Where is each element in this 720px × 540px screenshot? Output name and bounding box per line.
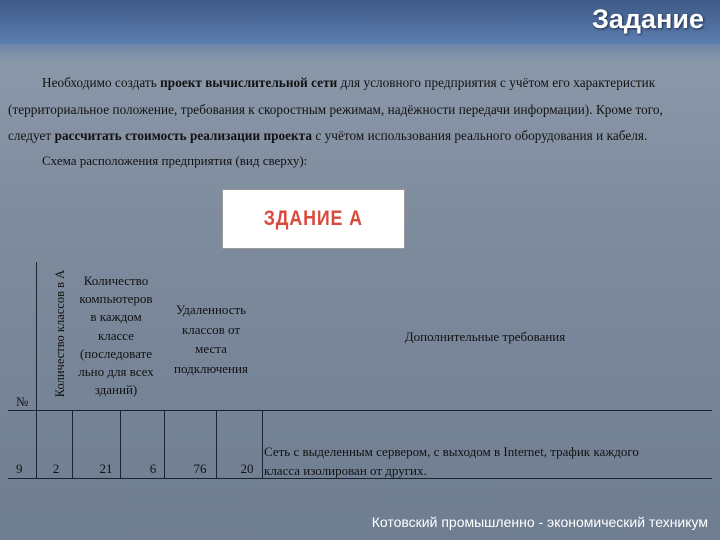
- task-project-emphasis: проект вычислительной сети: [160, 75, 338, 90]
- cell-computers-b: 6: [149, 461, 157, 476]
- col-line-2: [120, 410, 121, 478]
- cell-computers: 21: [99, 461, 113, 476]
- slide-title: Задание: [591, 4, 704, 34]
- col-line-1: [72, 410, 73, 478]
- header-computers-line: (последовате: [80, 345, 152, 361]
- header-distance-line: места: [195, 341, 227, 356]
- cell-number: 9: [16, 461, 23, 476]
- header-distance-line: подключения: [174, 360, 248, 376]
- col-line-5: [262, 410, 263, 478]
- cell-classes: 2: [52, 461, 60, 476]
- cell-distance: 76: [193, 461, 207, 476]
- task-line-1-text: Необходимо создать: [42, 75, 161, 90]
- task-line-2: (территориальное положение, требования к скоростным режимам, надёжности передачи информации). Кроме того,: [8, 101, 663, 117]
- header-classes-text: Количество классов в А: [53, 269, 68, 397]
- task-line-3-end: с учётом использования реального оборудования и кабеля.: [312, 128, 648, 143]
- cell-requirements: [264, 442, 712, 480]
- header-classes: [50, 258, 72, 408]
- header-shadow: [0, 44, 720, 64]
- task-line-1-end: для условного предприятия с учётом его характеристик: [337, 75, 656, 90]
- footer-college-name: Котовский промышленно - экономический техникум: [371, 514, 708, 530]
- table-left-border: [36, 262, 37, 478]
- scheme-caption: Схема расположения предприятия (вид сверху):: [42, 153, 308, 168]
- table-header-divider: [8, 410, 712, 411]
- header-distance-line: классов от: [181, 321, 240, 337]
- header-number: №: [16, 394, 29, 409]
- header-computers-line: классе: [97, 327, 135, 343]
- col-line-4: [216, 410, 217, 478]
- task-line-3-text: следует: [8, 128, 55, 143]
- task-line-1: [8, 70, 714, 97]
- header-computers-line: зданий): [94, 382, 138, 398]
- header-computers-line: Количество: [83, 273, 149, 288]
- col-line-3: [164, 410, 165, 478]
- cell-requirements-line: класса изолирован от других.: [264, 463, 427, 478]
- header-computers-line: льно для всех: [78, 364, 154, 380]
- cell-distance-b: 20: [240, 461, 254, 476]
- building-a-label: ЗДАНИЕ А: [263, 207, 364, 230]
- header-computers-line: компьютеров: [79, 291, 153, 307]
- building-a-box: [222, 189, 405, 249]
- header-computers: [72, 272, 160, 399]
- header-distance: [166, 300, 256, 378]
- header-distance-line: Удаленность: [175, 302, 247, 317]
- task-line-3: [8, 123, 714, 150]
- task-cost-emphasis: рассчитать стоимость реализации проекта: [54, 128, 313, 143]
- header-computers-line: в каждом: [90, 309, 142, 325]
- cell-requirements-line: Сеть с выделенным сервером, с выходом в Internet, трафик каждого: [264, 444, 639, 459]
- task-description: [8, 70, 714, 150]
- header-requirements: Дополнительные требования: [404, 329, 566, 344]
